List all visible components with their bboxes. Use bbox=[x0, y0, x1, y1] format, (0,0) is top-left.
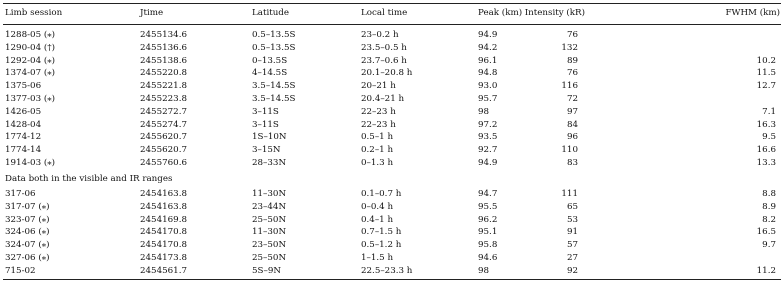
cell-session: 1914-03 (⁎) bbox=[5, 158, 55, 168]
cell-session: 1288-05 (⁎) bbox=[5, 30, 55, 40]
table-row bbox=[0, 132, 784, 144]
cell-intensity: 27 bbox=[566, 253, 578, 263]
cell-jtime: 2455221.8 bbox=[140, 81, 187, 92]
cell-session: 1428-04 bbox=[5, 119, 42, 130]
cell-latitude: 3–15N bbox=[252, 145, 281, 156]
cell-jtime: 2454561.7 bbox=[140, 265, 187, 276]
cell-latitude: 5S–9N bbox=[252, 265, 281, 276]
header-fwhm: FWHM (km) bbox=[725, 8, 780, 18]
cell-peak: 93.5 bbox=[478, 132, 498, 143]
cell-peak: 98 bbox=[478, 265, 490, 276]
cell-intensity: 84 bbox=[566, 119, 578, 130]
header-peak: Peak (km) bbox=[478, 8, 523, 18]
cell-session: 1292-04 (⁎) bbox=[5, 55, 55, 66]
table-row bbox=[0, 81, 784, 93]
cell-intensity: 57 bbox=[566, 240, 578, 251]
table-row bbox=[0, 158, 784, 170]
table-row bbox=[0, 240, 784, 252]
cell-peak: 95.1 bbox=[478, 227, 498, 238]
cell-intensity: 53 bbox=[566, 214, 578, 225]
cell-jtime: 2454163.8 bbox=[140, 189, 187, 199]
header-limb-session: Limb session bbox=[5, 8, 63, 18]
bottom-rule bbox=[3, 279, 781, 280]
cell-latitude: 1S–10N bbox=[252, 132, 287, 143]
cell-local-time: 20.4–21 h bbox=[361, 94, 405, 104]
table-header bbox=[0, 8, 784, 20]
cell-fwhm: 8.9 bbox=[762, 201, 776, 212]
cell-session: 1774-12 bbox=[5, 132, 42, 143]
cell-peak: 94.7 bbox=[478, 189, 498, 199]
table-row bbox=[0, 145, 784, 157]
cell-jtime: 2455274.7 bbox=[140, 119, 187, 130]
cell-peak: 97.2 bbox=[478, 119, 498, 130]
cell-latitude: 0–13.5S bbox=[252, 55, 288, 66]
cell-local-time: 20–21 h bbox=[361, 81, 396, 92]
cell-latitude: 28–33N bbox=[252, 158, 287, 168]
cell-peak: 95.8 bbox=[478, 240, 498, 251]
cell-latitude: 25–50N bbox=[252, 253, 287, 263]
cell-jtime: 2455620.7 bbox=[140, 145, 187, 156]
cell-fwhm: 16.5 bbox=[756, 227, 776, 238]
table-row bbox=[0, 30, 784, 42]
cell-peak: 98 bbox=[478, 106, 490, 117]
cell-latitude: 11–30N bbox=[252, 189, 287, 199]
cell-latitude: 3–11S bbox=[252, 119, 279, 130]
cell-session: 1375-06 bbox=[5, 81, 42, 92]
cell-latitude: 0.5–13.5S bbox=[252, 42, 296, 53]
cell-latitude: 3–11S bbox=[252, 106, 279, 117]
cell-peak: 92.7 bbox=[478, 145, 498, 156]
cell-intensity: 111 bbox=[561, 189, 578, 199]
cell-fwhm: 8.8 bbox=[762, 189, 776, 199]
cell-fwhm: 9.7 bbox=[762, 240, 776, 251]
cell-fwhm: 13.3 bbox=[756, 158, 776, 168]
cell-latitude: 3.5–14.5S bbox=[252, 94, 296, 104]
cell-latitude: 25–50N bbox=[252, 214, 287, 225]
cell-session: 324-07 (⁎) bbox=[5, 240, 50, 251]
table-row bbox=[0, 94, 784, 106]
cell-local-time: 23–0.2 h bbox=[361, 30, 399, 40]
cell-latitude: 11–30N bbox=[252, 227, 287, 238]
section-label: Data both in the visible and IR ranges bbox=[5, 174, 173, 184]
table-row bbox=[0, 68, 784, 80]
table-row bbox=[0, 120, 784, 132]
table-row bbox=[0, 43, 784, 55]
table-row bbox=[0, 215, 784, 227]
cell-local-time: 22–23 h bbox=[361, 119, 396, 130]
table-row bbox=[0, 202, 784, 214]
cell-local-time: 0–0.4 h bbox=[361, 201, 394, 212]
cell-local-time: 0.2–1 h bbox=[361, 145, 394, 156]
cell-session: 1426-05 bbox=[5, 106, 42, 117]
cell-jtime: 2454169.8 bbox=[140, 214, 187, 225]
cell-fwhm: 16.6 bbox=[756, 145, 776, 156]
cell-jtime: 2455220.8 bbox=[140, 68, 187, 79]
cell-fwhm: 8.2 bbox=[762, 214, 776, 225]
cell-jtime: 2455134.6 bbox=[140, 30, 187, 40]
cell-intensity: 65 bbox=[566, 201, 578, 212]
cell-jtime: 2454163.8 bbox=[140, 201, 187, 212]
table-row bbox=[0, 227, 784, 239]
cell-session: 1377-03 (⁎) bbox=[5, 94, 55, 104]
cell-intensity: 89 bbox=[566, 55, 578, 66]
cell-peak: 94.2 bbox=[478, 42, 498, 53]
cell-latitude: 4–14.5S bbox=[252, 68, 288, 79]
cell-local-time: 0.7–1.5 h bbox=[361, 227, 402, 238]
cell-latitude: 23–44N bbox=[252, 201, 287, 212]
cell-local-time: 0.5–1 h bbox=[361, 132, 394, 143]
header-rule bbox=[3, 24, 781, 25]
cell-jtime: 2455620.7 bbox=[140, 132, 187, 143]
cell-latitude: 0.5–13.5S bbox=[252, 30, 296, 40]
cell-local-time: 0.4–1 h bbox=[361, 214, 394, 225]
cell-session: 1374-07 (⁎) bbox=[5, 68, 55, 79]
cell-local-time: 1–1.5 h bbox=[361, 253, 394, 263]
header-local-time: Local time bbox=[361, 8, 408, 18]
cell-jtime: 2455136.6 bbox=[140, 42, 187, 53]
cell-intensity: 83 bbox=[566, 158, 578, 168]
cell-jtime: 2455223.8 bbox=[140, 94, 187, 104]
cell-local-time: 0.5–1.2 h bbox=[361, 240, 402, 251]
cell-session: 327-06 (⁎) bbox=[5, 253, 50, 263]
cell-peak: 94.9 bbox=[478, 30, 498, 40]
cell-peak: 94.8 bbox=[478, 68, 498, 79]
cell-intensity: 76 bbox=[566, 68, 578, 79]
cell-local-time: 23.5–0.5 h bbox=[361, 42, 407, 53]
header-intensity: Intensity (kR) bbox=[524, 8, 585, 18]
cell-session: 715-02 bbox=[5, 265, 36, 276]
cell-jtime: 2454170.8 bbox=[140, 227, 187, 238]
cell-local-time: 23.7–0.6 h bbox=[361, 55, 407, 66]
table-row bbox=[0, 189, 784, 201]
cell-intensity: 110 bbox=[561, 145, 578, 156]
cell-intensity: 72 bbox=[566, 94, 578, 104]
cell-peak: 94.6 bbox=[478, 253, 498, 263]
table-row bbox=[0, 266, 784, 278]
cell-local-time: 20.1–20.8 h bbox=[361, 68, 413, 79]
cell-latitude: 23–50N bbox=[252, 240, 287, 251]
cell-intensity: 116 bbox=[561, 81, 578, 92]
header-latitude: Latitude bbox=[252, 8, 290, 18]
cell-fwhm: 9.5 bbox=[762, 132, 776, 143]
cell-session: 317-06 bbox=[5, 189, 36, 199]
cell-jtime: 2455760.6 bbox=[140, 158, 187, 168]
cell-fwhm: 7.1 bbox=[762, 106, 776, 117]
cell-fwhm: 12.7 bbox=[756, 81, 776, 92]
cell-local-time: 0–1.3 h bbox=[361, 158, 394, 168]
cell-fwhm: 11.2 bbox=[756, 265, 776, 276]
cell-intensity: 92 bbox=[566, 265, 578, 276]
cell-jtime: 2454170.8 bbox=[140, 240, 187, 251]
table-row bbox=[0, 253, 784, 265]
cell-peak: 96.1 bbox=[478, 55, 498, 66]
cell-local-time: 22.5–23.3 h bbox=[361, 265, 413, 276]
table-row bbox=[0, 56, 784, 68]
cell-peak: 93.0 bbox=[478, 81, 498, 92]
cell-intensity: 91 bbox=[566, 227, 578, 238]
header-jtime: Jtime bbox=[140, 8, 164, 18]
cell-jtime: 2454173.8 bbox=[140, 253, 187, 263]
cell-fwhm: 10.2 bbox=[756, 55, 776, 66]
cell-intensity: 97 bbox=[566, 106, 578, 117]
cell-session: 1774-14 bbox=[5, 145, 42, 156]
cell-intensity: 96 bbox=[566, 132, 578, 143]
cell-session: 1290-04 (†) bbox=[5, 42, 55, 53]
cell-session: 317-07 (⁎) bbox=[5, 201, 50, 212]
cell-jtime: 2455272.7 bbox=[140, 106, 187, 117]
cell-intensity: 76 bbox=[566, 30, 578, 40]
cell-local-time: 22–23 h bbox=[361, 106, 396, 117]
cell-intensity: 132 bbox=[561, 42, 578, 53]
top-rule bbox=[3, 3, 781, 4]
cell-peak: 96.2 bbox=[478, 214, 498, 225]
cell-peak: 94.9 bbox=[478, 158, 498, 168]
cell-fwhm: 11.5 bbox=[756, 68, 776, 79]
cell-fwhm: 16.3 bbox=[756, 119, 776, 130]
cell-session: 324-06 (⁎) bbox=[5, 227, 50, 238]
cell-local-time: 0.1–0.7 h bbox=[361, 189, 402, 199]
cell-jtime: 2455138.6 bbox=[140, 55, 187, 66]
cell-session: 323-07 (⁎) bbox=[5, 214, 50, 225]
table-row bbox=[0, 107, 784, 119]
cell-peak: 95.5 bbox=[478, 201, 498, 212]
cell-latitude: 3.5–14.5S bbox=[252, 81, 296, 92]
cell-peak: 95.7 bbox=[478, 94, 498, 104]
